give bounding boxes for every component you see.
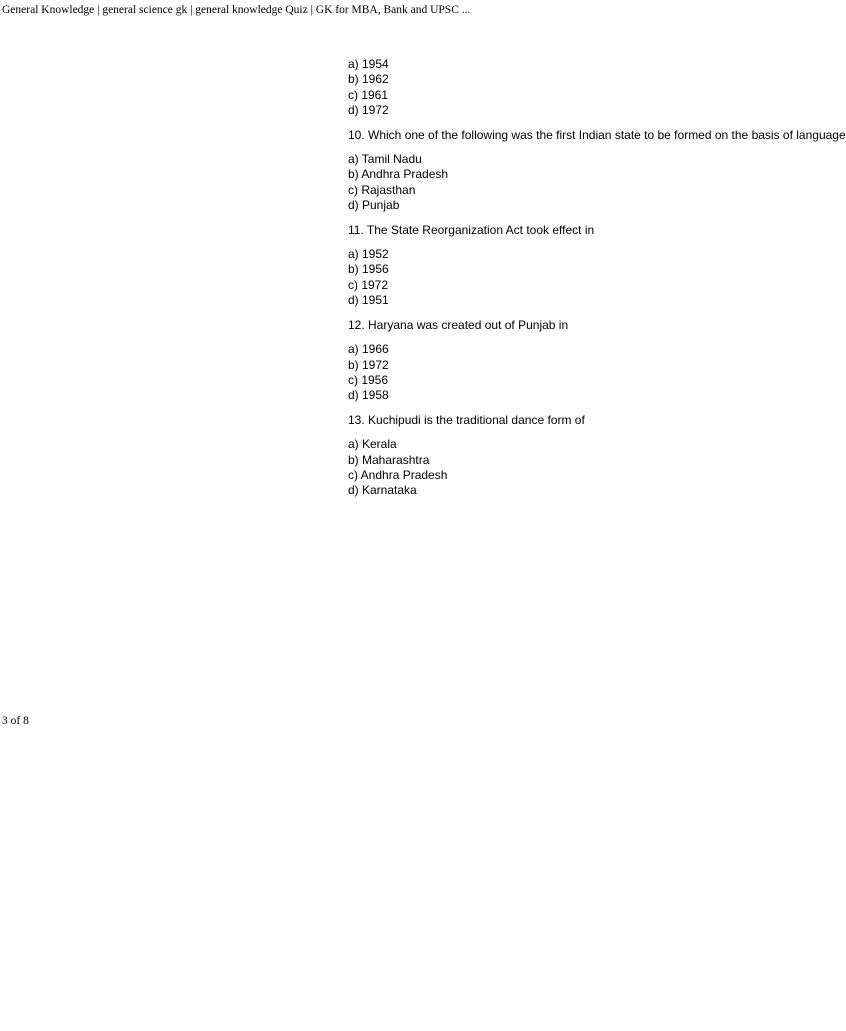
option-d: d) 1972 xyxy=(348,103,389,118)
quiz-content xyxy=(348,57,846,508)
option-d: d) Karnataka xyxy=(348,483,417,498)
question-11-text: 11. The State Reorganization Act took effect in xyxy=(348,222,595,237)
option-b: b) Andhra Pradesh xyxy=(348,167,449,182)
option-c: c) 1956 xyxy=(348,372,389,387)
option-a: a) 1954 xyxy=(348,57,389,71)
option-c: c) Andhra Pradesh xyxy=(348,467,448,482)
option-d: d) 1958 xyxy=(348,388,389,403)
option-d: d) Punjab xyxy=(348,198,400,213)
option-c: c) Rajasthan xyxy=(348,182,416,197)
page-header-title: General Knowledge | general science gk | general knowledge Quiz | GK for MBA, Bank and UPSC ... xyxy=(2,4,471,16)
option-b: b) 1962 xyxy=(348,72,389,87)
option-a: a) Kerala xyxy=(348,437,397,452)
question-12-options xyxy=(348,342,728,404)
option-d: d) 1951 xyxy=(348,293,389,308)
question-13-options xyxy=(348,437,728,499)
option-b: b) 1972 xyxy=(348,357,389,372)
option-c: c) 1972 xyxy=(348,277,389,292)
option-b: b) 1956 xyxy=(348,262,389,277)
question-10-options xyxy=(348,152,728,214)
page-number-indicator: 3 of 8 xyxy=(2,715,29,727)
question-10-text: 10. Which one of the following was the first Indian state to be formed on the basis of language xyxy=(348,127,846,142)
question-12-text: 12. Haryana was created out of Punjab in xyxy=(348,317,569,332)
option-a: a) 1966 xyxy=(348,342,389,357)
option-c: c) 1961 xyxy=(348,87,389,102)
option-a: a) Tamil Nadu xyxy=(348,152,422,167)
question-11-options xyxy=(348,247,728,309)
question-13-text: 13. Kuchipudi is the traditional dance form of xyxy=(348,412,585,427)
option-b: b) Maharashtra xyxy=(348,452,430,467)
leading-options-list xyxy=(348,57,728,119)
option-a: a) 1952 xyxy=(348,247,389,262)
